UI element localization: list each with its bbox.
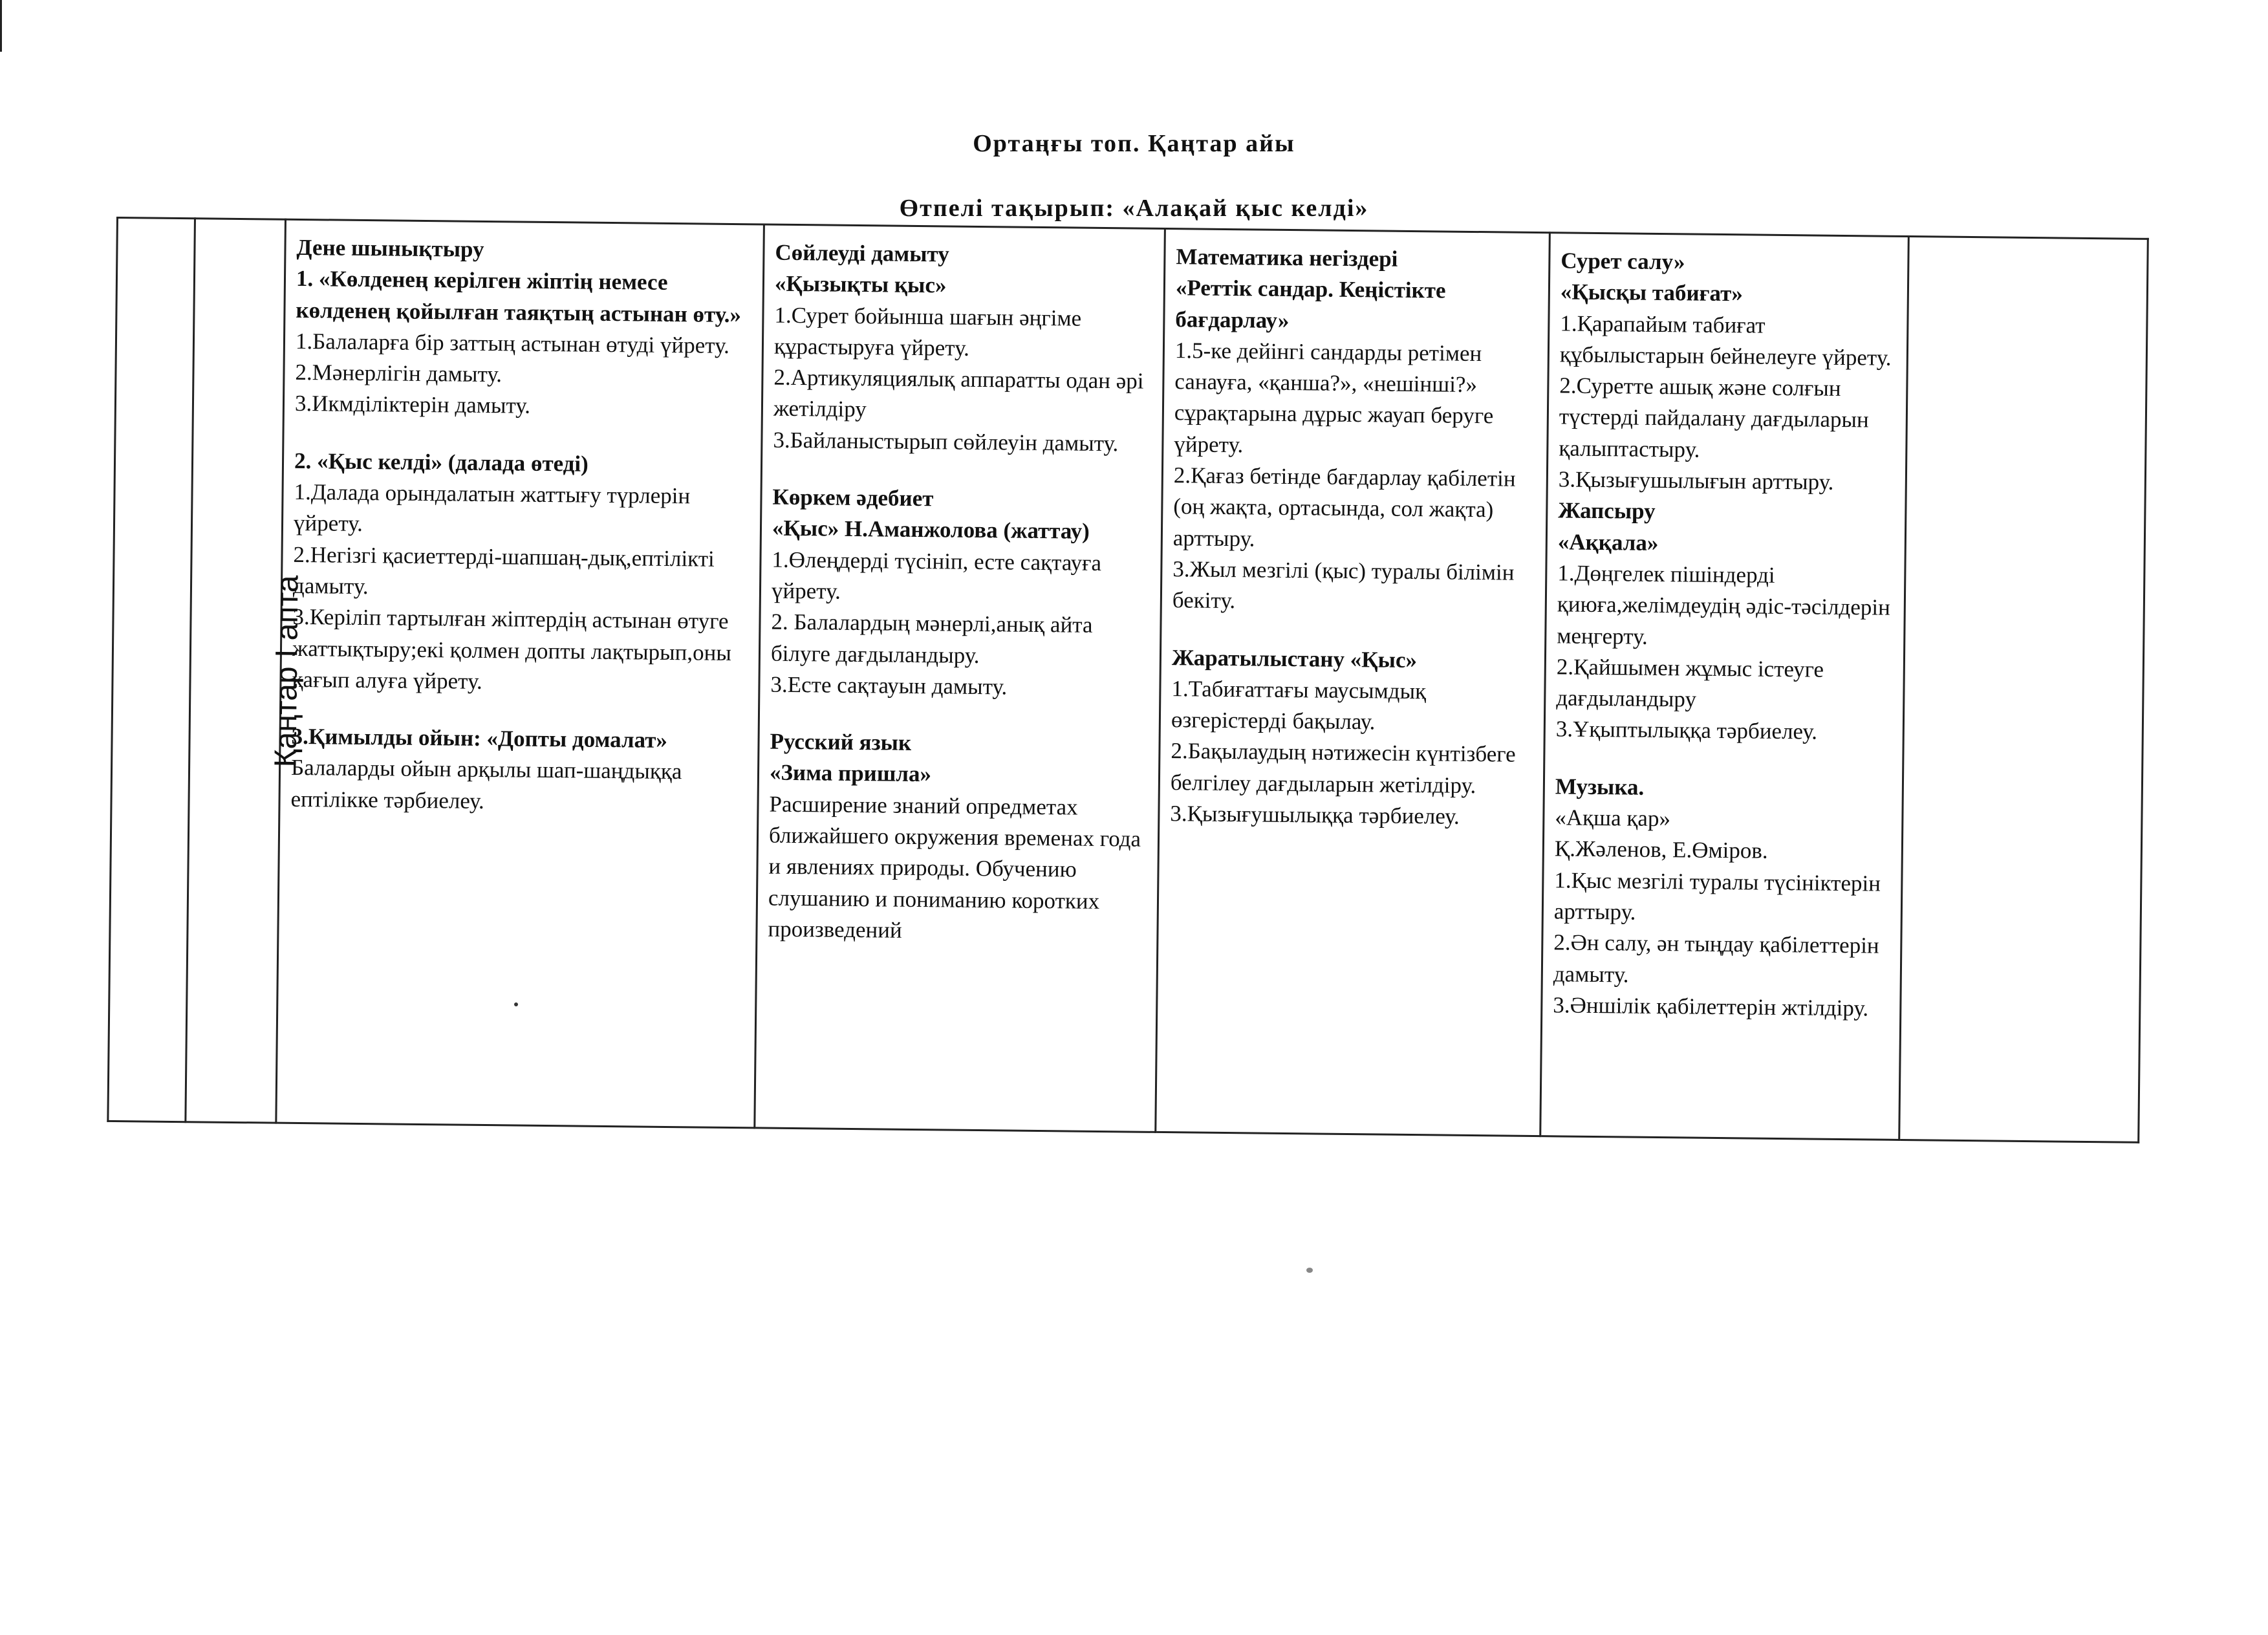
section-title: Сөйлеуді дамыту	[775, 239, 949, 267]
section-title: Жаратылыстану «Қыс»	[1171, 644, 1418, 673]
section-text: Расширение знаний опредметах ближайшего окружения временах года и явлениях природы. Обучению слушанию и пониманию коротких произведений	[768, 791, 1141, 943]
list-item: 1.Қарапайым табиғат құбылыстарын бейнелеуге үйрету.	[1559, 310, 1892, 371]
list-item: 1.Қыс мезгілі туралы түсініктерін арттыру.	[1553, 867, 1881, 925]
speech-development-cell	[755, 224, 1165, 1132]
list-item: 3.Әншілік қабілеттерін жтілдіру.	[1553, 992, 1869, 1021]
list-item: 2.Негізгі қасиеттерді-шапшаң-дық,ептілікті дамыту.	[292, 541, 715, 600]
section-topic: «Қыс» Н.Аманжолова (жаттау)	[772, 515, 1090, 545]
section-title: Математика негіздері	[1176, 244, 1398, 272]
section-topic: «Қызықты қыс»	[774, 270, 947, 298]
scan-edge-mark	[0, 0, 2, 52]
list-item: 3.Ұқыптылыққа тәрбиелеу.	[1555, 716, 1818, 745]
section-topic: «Реттік сандар. Кеңістікте бағдарлау»	[1175, 275, 1446, 333]
weekly-plan-table	[107, 217, 2146, 1143]
scan-fleck	[1306, 1268, 1313, 1273]
list-item: 1.Дөңгелек пішіндерді қиюға,желімдеудің әдіс-тәсілдерін меңгерту.	[1557, 560, 1891, 649]
list-item: 1.Өлеңдерді түсініп, есте сақтауға үйрету.	[771, 547, 1102, 604]
section-title: Сурет салу»	[1561, 248, 1685, 275]
list-item: 1.Сурет бойынша шағын әңгіме құрастыруға үйрету.	[773, 302, 1082, 361]
section-text: Балаларды ойын арқылы шап-шаңдыққа ептілікке тәрбиелеу.	[290, 755, 682, 814]
section-topic: «Зима пришла»	[769, 760, 932, 787]
section-topic: «Аққала»	[1557, 529, 1659, 556]
list-item: 2.Бақылаудың нәтижесін күнтізбеге белгілеу дағдыларын жетілдіру.	[1170, 738, 1516, 798]
empty-cell-left	[108, 218, 195, 1122]
list-item: 3.Қызығушылығын арттыру.	[1558, 466, 1834, 495]
list-item: 3.Қызығушылыққа тәрбиелеу.	[1170, 801, 1460, 829]
list-item: 2.Қағаз бетінде бағдарлау қабілетін (оң жақта, ортасында, сол жақта) арттыру.	[1172, 462, 1516, 552]
section-topic: 1. «Көлденең керілген жіптің немесе көлденең қойылған таяқтың астынан өту.»	[296, 266, 742, 327]
list-item: 2.Мәнерлігін дамыту.	[295, 360, 502, 387]
section-title: Русский язык	[770, 728, 912, 756]
mathematics-cell	[1156, 228, 1550, 1136]
list-item: 1.Далада орындалатын жаттығу түрлерін үйрету.	[293, 479, 691, 537]
list-item: 1.Табиғаттағы маусымдық өзгерістерді бақылау.	[1171, 675, 1427, 735]
section-title: Көркем әдебиет	[772, 484, 934, 512]
empty-cell-right	[1899, 237, 2148, 1143]
list-item: 2.Суретте ашық және солғын түстерді пайдалану дағдыларын қалыптастыру.	[1559, 373, 1869, 462]
list-item: 3.Байланыстырып сөйлеуін дамыту.	[773, 427, 1119, 457]
list-item: 2.Қайшымен жұмыс істеуге дағдыландыру	[1556, 654, 1824, 712]
week-label: Қаңтар І апта	[268, 575, 305, 768]
section-title: Дене шынықтыру	[296, 234, 484, 262]
page-title: Ортаңғы топ. Қаңтар айы	[973, 130, 1295, 157]
list-item: 2. Балалардың мәнерлі,анық айта білуге дағдыландыру.	[770, 609, 1093, 668]
list-item: 3.Есте сақтауын дамыту.	[770, 671, 1008, 700]
section-topic: 3.Қимылды ойын: «Допты домалат»	[291, 724, 668, 753]
stray-dot	[514, 1002, 518, 1006]
section-topic: 2. «Қыс келді» (далада өтеді)	[294, 448, 589, 477]
section-title: Жапсыру	[1558, 497, 1656, 525]
section-title: Музыка.	[1555, 774, 1645, 800]
list-item: 3.Керіліп тартылған жіптердің астынан өтуге жаттықтыру;екі қолмен допты лақтырып,оны қағып алуға үйрету.	[292, 604, 732, 694]
week-cell	[186, 219, 305, 1123]
page-subtitle: Өтпелі тақырып: «Алақай қыс келді»	[899, 195, 1369, 222]
list-item: 1.Балаларға бір заттың астынан өтуді үйрету.	[295, 328, 730, 358]
list-item: 2.Ән салу, ән тыңдау қабілеттерін дамыту.	[1553, 929, 1879, 988]
physical-education-cell	[276, 219, 764, 1128]
section-authors: Қ.Жәленов, Е.Өміров.	[1554, 836, 1768, 864]
list-item: 2.Артикуляциялық аппаратты одан әрі жетілдіру	[773, 364, 1144, 422]
list-item: 3.Икмділіктерін дамыту.	[294, 391, 531, 419]
section-topic: «Қысқы табиғат»	[1560, 279, 1744, 307]
section-topic: «Ақша қар»	[1555, 805, 1671, 832]
list-item: 1.5-ке дейінгі сандарды ретімен санауға, «қанша?», «нешінші?» сұрақтарына дұрыс жауап беруге үйрету.	[1174, 338, 1494, 458]
list-item: 3.Жыл мезгілі (қыс) туралы білімін бекіту.	[1172, 556, 1515, 614]
art-cell	[1540, 233, 1909, 1140]
